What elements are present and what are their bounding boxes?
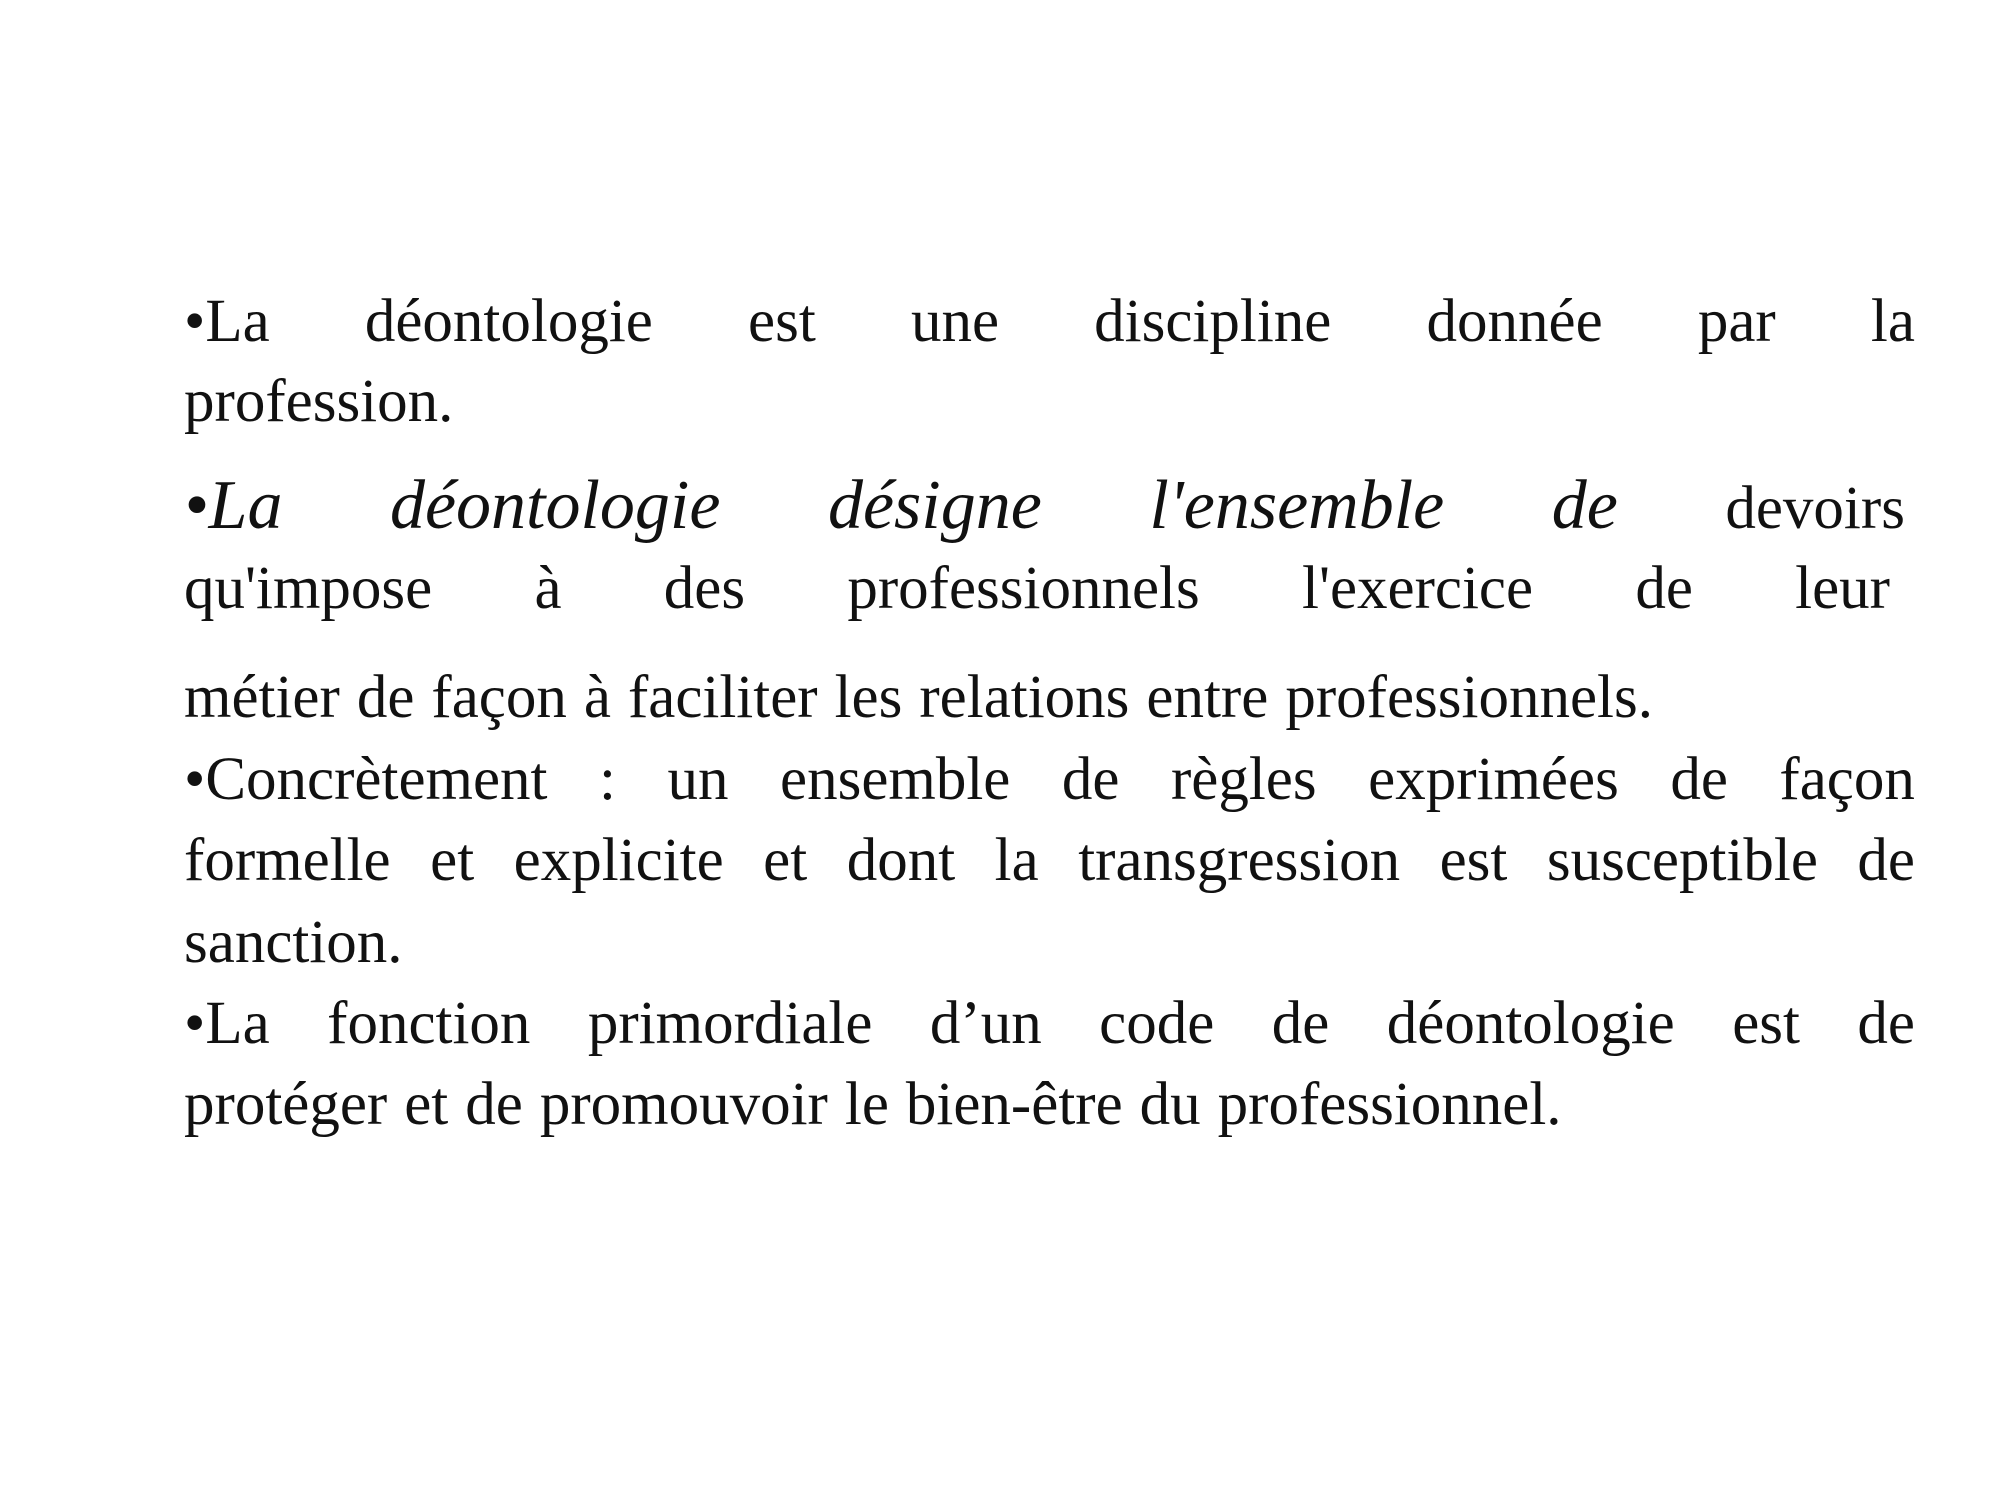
word: •La [184, 288, 270, 355]
word: devoirs [1725, 475, 1905, 542]
word: un [667, 746, 729, 813]
word: discipline [1094, 288, 1332, 355]
word: protéger [184, 1071, 388, 1138]
paragraph-2-line-3 [184, 660, 1915, 736]
word: une [910, 288, 1000, 355]
word: formelle [184, 827, 391, 894]
paragraph-3-line-2 [184, 823, 1915, 899]
word: est [748, 288, 816, 355]
word: à [534, 555, 562, 622]
word: bien-être [905, 1071, 1123, 1138]
word: donnée [1426, 288, 1603, 355]
word: de [1551, 467, 1618, 544]
word: de [1635, 555, 1693, 622]
word: la [994, 827, 1039, 894]
word: professionnel. [1217, 1071, 1562, 1138]
word: •Concrètement [184, 746, 548, 813]
word: des [663, 555, 746, 622]
word: entre [1146, 664, 1269, 731]
word: relations [919, 664, 1130, 731]
word: de [1061, 746, 1120, 813]
word: professionnels. [1285, 664, 1653, 731]
word: l'ensemble [1149, 467, 1445, 544]
word: façon [1779, 746, 1915, 813]
word: du [1139, 1071, 1201, 1138]
word: ensemble [780, 746, 1011, 813]
word: d’un [929, 990, 1042, 1057]
paragraph-2-line-1 [184, 468, 1905, 544]
word: et [404, 1071, 449, 1138]
word: code [1099, 990, 1215, 1057]
word: et [763, 827, 808, 894]
word: sanction. [184, 909, 403, 976]
paragraph-1-line-1 [184, 284, 1915, 360]
word: faciliter [627, 664, 818, 731]
word: de [356, 664, 415, 731]
word: •La [184, 467, 283, 544]
word: de [1271, 990, 1330, 1057]
word: transgression [1078, 827, 1401, 894]
word: qu'impose [184, 555, 433, 622]
word: de [1857, 990, 1915, 1057]
word: déontologie [389, 467, 721, 544]
paragraph-4-line-2 [184, 1067, 1915, 1143]
word: façon [431, 664, 567, 731]
word: dont [846, 827, 956, 894]
word: est [1732, 990, 1800, 1057]
word: l'exercice [1302, 555, 1534, 622]
word: •La [184, 990, 270, 1057]
word: les [834, 664, 903, 731]
word: profession. [184, 368, 454, 435]
word: désigne [827, 467, 1042, 544]
word: de [1670, 746, 1728, 813]
word: susceptible [1546, 827, 1818, 894]
word: exprimées [1368, 746, 1619, 813]
word: de [1857, 827, 1915, 894]
word: primordiale [587, 990, 873, 1057]
paragraph-2-line-2 [184, 551, 1890, 627]
word: de [465, 1071, 523, 1138]
word: la [1870, 288, 1915, 355]
word: le [844, 1071, 889, 1138]
word: explicite [513, 827, 724, 894]
paragraph-3-line-1 [184, 742, 1915, 818]
word: déontologie [364, 288, 653, 355]
word: promouvoir [539, 1071, 828, 1138]
word: métier [184, 664, 340, 731]
word: fonction [327, 990, 531, 1057]
paragraph-4-line-1 [184, 986, 1915, 1062]
word: et [430, 827, 475, 894]
word: est [1439, 827, 1508, 894]
word: règles [1170, 746, 1317, 813]
word: par [1697, 288, 1776, 355]
word: leur [1795, 555, 1890, 622]
word: professionnels [847, 555, 1200, 622]
paragraph-3-line-3 [184, 905, 1915, 981]
paragraph-1-line-2 [184, 364, 1915, 440]
word: déontologie [1386, 990, 1675, 1057]
word: à [583, 664, 611, 731]
word: : [599, 746, 616, 813]
